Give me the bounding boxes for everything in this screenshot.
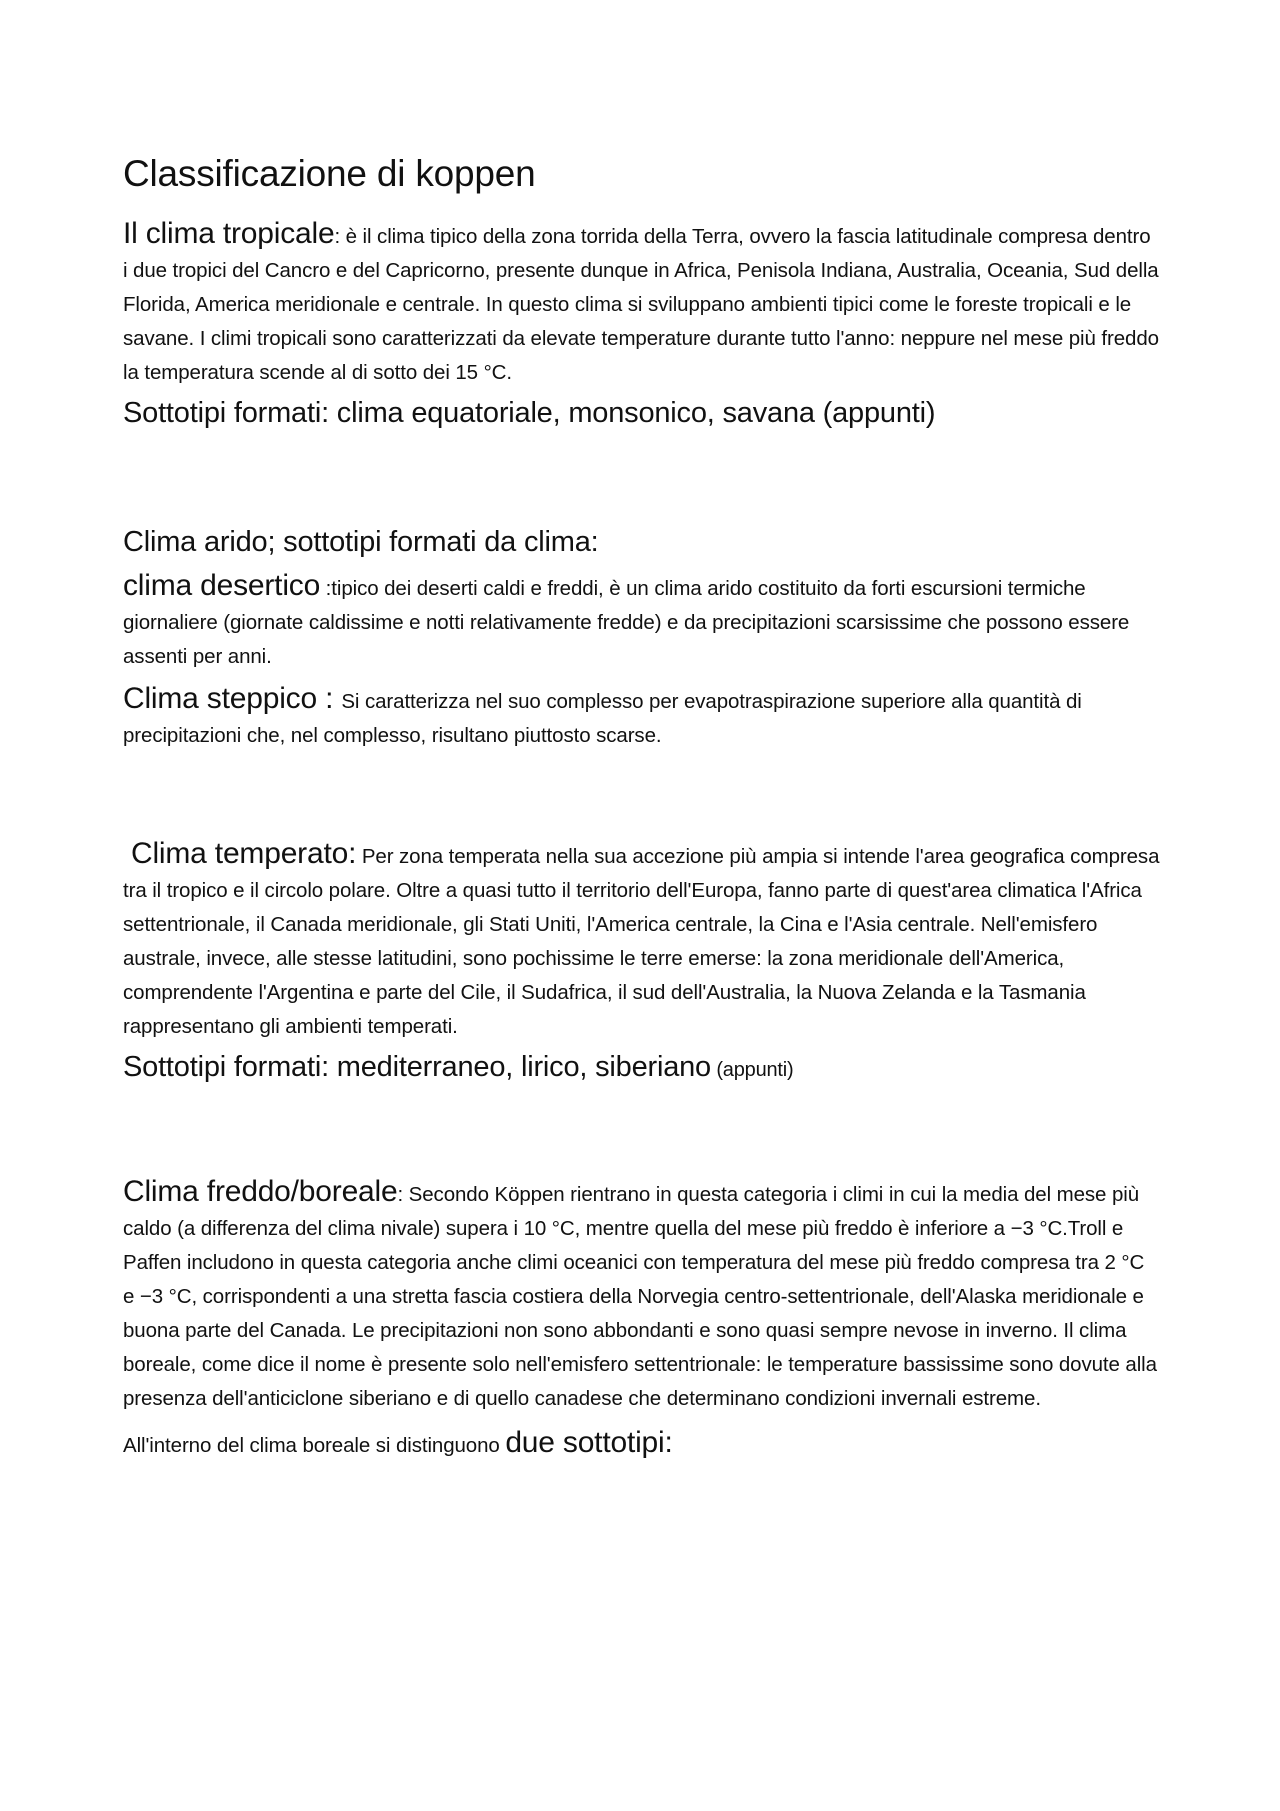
temperato-sottotipi-note: (appunti) bbox=[710, 1059, 794, 1082]
section-arido bbox=[123, 519, 1160, 674]
section-boreale-sottotipi bbox=[123, 1426, 1160, 1463]
boreale-sub-big: due sottotipi: bbox=[505, 1426, 673, 1460]
desertico-text: :tipico dei deserti caldi e freddi, è un clima arido costituito da forti escursioni termiche giornaliere (giornate caldissime e notti relativamente fredde) e da precipitazioni scarsissime che possono essere assenti per anni. bbox=[123, 577, 1130, 669]
steppico-paragraph bbox=[123, 682, 1160, 753]
temperato-lead: Clima temperato: bbox=[131, 837, 357, 871]
freddo-text: : Secondo Köppen rientrano in questa categoria i climi in cui la media del mese più caldo (a differenza del clima nivale) supera i 10 °C, mentre quella del mese più freddo è inferiore a −3 °C.Troll e Paffen includono in questa categoria anche climi oceanici con temperatura del mese più freddo compresa tra 2 °C e −3 °C, corrispondenti a una stretta fascia costiera della Norvegia centro-settentrionale, dell'Alaska meridionale e buona parte del Canada. Le precipitazioni non sono abbondanti e sono quasi sempre nevose in inverno. Il clima boreale, come dice il nome è presente solo nell'emisfero settentrionale: le temperature bassissime sono dovute alla presenza dell'anticiclone siberiano e di quello canadese che determinano condizioni invernali estreme. bbox=[123, 1183, 1157, 1411]
tropicale-lead: Il clima tropicale bbox=[123, 217, 335, 251]
section-freddo bbox=[123, 1175, 1160, 1416]
arido-heading: Clima arido; sottotipi formati da clima: bbox=[123, 526, 599, 559]
temperato-sottotipi-line bbox=[123, 1044, 1160, 1093]
temperato-text: Per zona temperata nella sua accezione più ampia si intende l'area geografica compresa tra il tropico e il circolo polare. Oltre a quasi tutto il territorio dell'Europa, fanno parte di quest'area climatica l'Africa settentrionale, il Canada meridionale, gli Stati Uniti, l'America centrale, la Cina e l'Asia centrale. Nell'emisfero australe, invece, alle stesse latitudini, sono pochissime le terre emerse: la zona meridionale dell'America, comprendente l'Argentina e parte del Cile, il Sudafrica, il sud dell'Australia, la Nuova Zelanda e la Tasmania rappresentano gli ambienti temperati. bbox=[123, 845, 1160, 1039]
section-tropicale bbox=[123, 217, 1160, 436]
desertico-paragraph bbox=[123, 569, 1160, 674]
tropicale-sottotipi: Sottotipi formati: clima equatoriale, monsonico, savana (appunti) bbox=[123, 397, 936, 430]
boreale-sub-intro: All'interno del clima boreale si distinguono bbox=[123, 1434, 506, 1458]
tropicale-paragraph bbox=[123, 217, 1160, 390]
temperato-paragraph bbox=[123, 837, 1160, 1044]
section-temperato bbox=[123, 837, 1160, 1093]
desertico-lead: clima desertico bbox=[123, 569, 321, 603]
temperato-sottotipi: Sottotipi formati: mediterraneo, lirico, siberiano bbox=[123, 1051, 711, 1084]
boreale-sottotipi-paragraph bbox=[123, 1426, 1160, 1463]
freddo-lead: Clima freddo/boreale bbox=[123, 1175, 398, 1209]
document-title: Classificazione di koppen bbox=[123, 153, 536, 194]
tropicale-text: : è il clima tipico della zona torrida della Terra, ovvero la fascia latitudinale compresa dentro i due tropici del Cancro e del Capricorno, presente dunque in Africa, Penisola Indiana, Australia, Oceania, Sud della Florida, America meridionale e centrale. In questo clima si sviluppano ambienti tipici come le foreste tropicali e le savane. I climi tropicali sono caratterizzati da elevate temperature durante tutto l'anno: neppure nel mese più freddo la temperatura scende al di sotto dei 15 °C. bbox=[123, 225, 1159, 385]
freddo-paragraph bbox=[123, 1175, 1160, 1416]
steppico-lead: Clima steppico : bbox=[123, 682, 342, 716]
steppico-text: Si caratterizza nel suo complesso per evapotraspirazione superiore alla quantità di precipitazioni che, nel complesso, risultano piuttosto scarse. bbox=[123, 690, 1082, 748]
section-steppico bbox=[123, 682, 1160, 753]
